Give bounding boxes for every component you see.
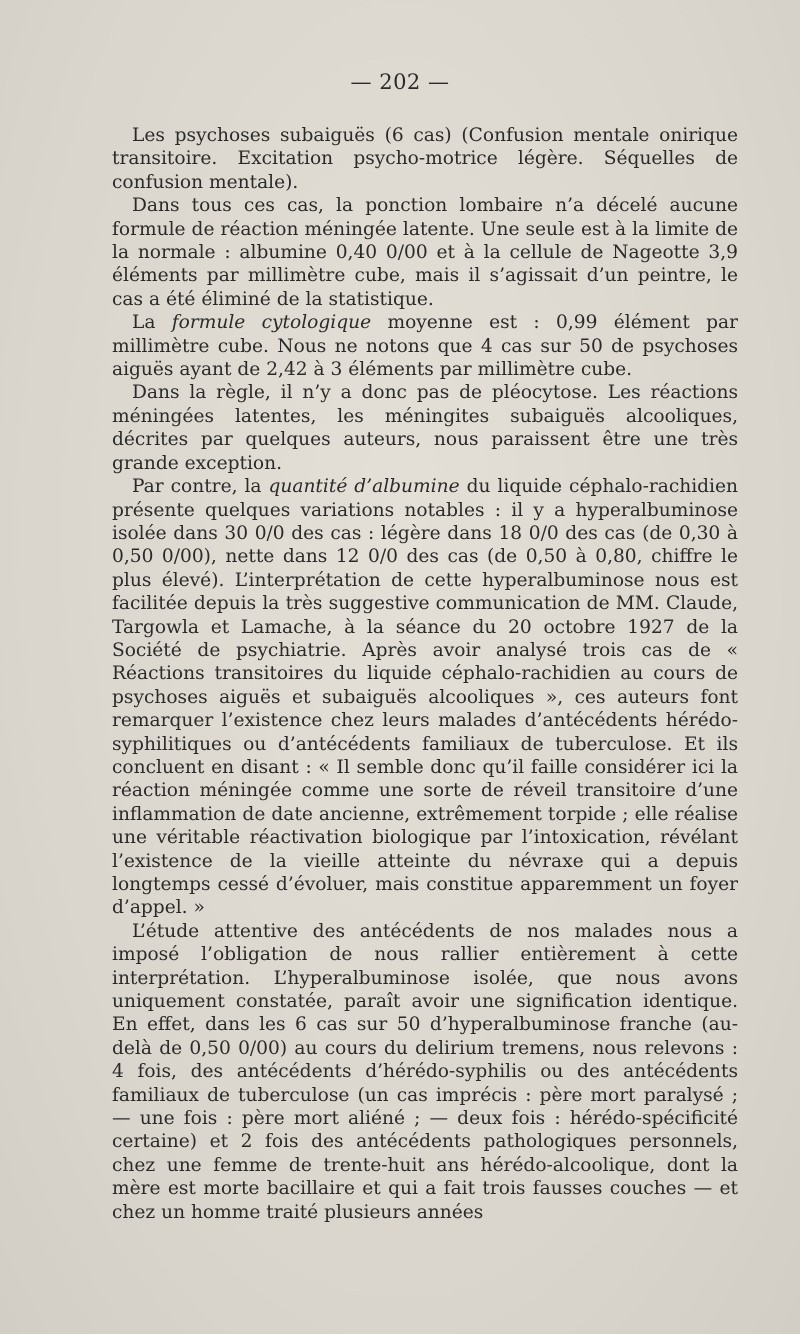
paragraph-pleocytose: Dans la règle, il n’y a donc pas de pléocytose. Les réactions méningées latentes, les méningites subaiguës alcooliques, décrites par quelques auteurs, nous paraissent être une très grande exception. [112,382,738,474]
paragraph-formule-cytologique [112,311,738,381]
paragraph-ponction-lombaire: Dans tous ces cas, la ponction lombaire n’a décelé aucune formule de réaction méningée latente. Une seule est à la limite de la normale : albumine 0,40 0/00 et à la cellule de Nageotte 3,9 éléments par millimètre cube, mais il s’agissait d’un peintre, le cas a été éliminé de la statistique. [112,195,738,310]
italic-term: formule cytologique [171,312,372,334]
paragraph-quantite-albumine [112,475,738,920]
italic-term: quantité d’albumine [268,476,460,498]
paragraph-text: du liquide céphalo-rachidien présente quelques variations notables : il y a hyperalbuminose isolée dans 30 0/0 des cas : légère dans 18 0/0 des cas (de 0,30 à 0,50 0/00), nette dans 12 0/0 des cas (de 0,50 à 0,80, chiffre le plus élevé). L’interprétation de cette hyperalbuminose nous est facilitée depuis la très suggestive communication de MM. Claude, Targowla et Lamache, à la séance du 20 octobre 1927 de la Société de psychiatrie. Après avoir analysé trois cas de « Réactions transitoires du liquide céphalo-rachidien au cours de psychoses aiguës et subaiguës alcooliques », ces auteurs font remarquer l’existence chez leurs malades d’antécédents hérédo-syphilitiques ou d’antécédents familiaux de tuberculose. Et ils concluent en disant : « Il semble donc qu’il faille considérer ici la réaction méningée comme une sorte de réveil transitoire d’une inflammation de date ancienne, extrêmement torpide ; elle réalise une véritable réactivation biologique par l’intoxication, révélant l’existence de la vieille atteinte du névraxe qui a depuis longtemps cessé d’évoluer, mais constitue apparemment un foyer d’appel. » [112,476,738,919]
paragraph-antecedents: L’étude attentive des antécédents de nos malades nous a imposé l’obligation de nous rallier entièrement à cette interprétation. L’hyperalbuminose isolée, que nous avons uniquement constatée, paraît avoir une signification identique. En effet, dans les 6 cas sur 50 d’hyperalbuminose franche (au-delà de 0,50 0/00) au cours du delirium tremens, nous relevons : 4 fois, des antécédents d’hérédo-syphilis ou des antécédents familiaux de tuberculose (un cas imprécis : père mort paralysé ; — une fois : père mort aliéné ; — deux fois : hérédo-spécificité certaine) et 2 fois des antécédents pathologiques personnels, chez une femme de trente-huit ans hérédo-alcoolique, dont la mère est morte bacillaire et qui a fait trois fausses couches — et chez un homme traité plusieurs années [112,920,738,1223]
paragraph-text: Par contre, la [132,476,269,498]
page-number: — 202 — [350,70,450,94]
body-text [112,124,738,1224]
paragraph-text: moyenne est : 0,99 élément par millimètre cube. Nous ne notons que 4 cas sur 50 de psychoses aiguës ayant de 2,42 à 3 éléments par millimètre cube. [112,312,739,381]
paragraph-text: La [132,312,172,334]
paragraph-psychoses-subaigues: Les psychoses subaiguës (6 cas) (Confusion mentale onirique transitoire. Excitation psycho-motrice légère. Séquelles de confusion mentale). [112,125,738,193]
